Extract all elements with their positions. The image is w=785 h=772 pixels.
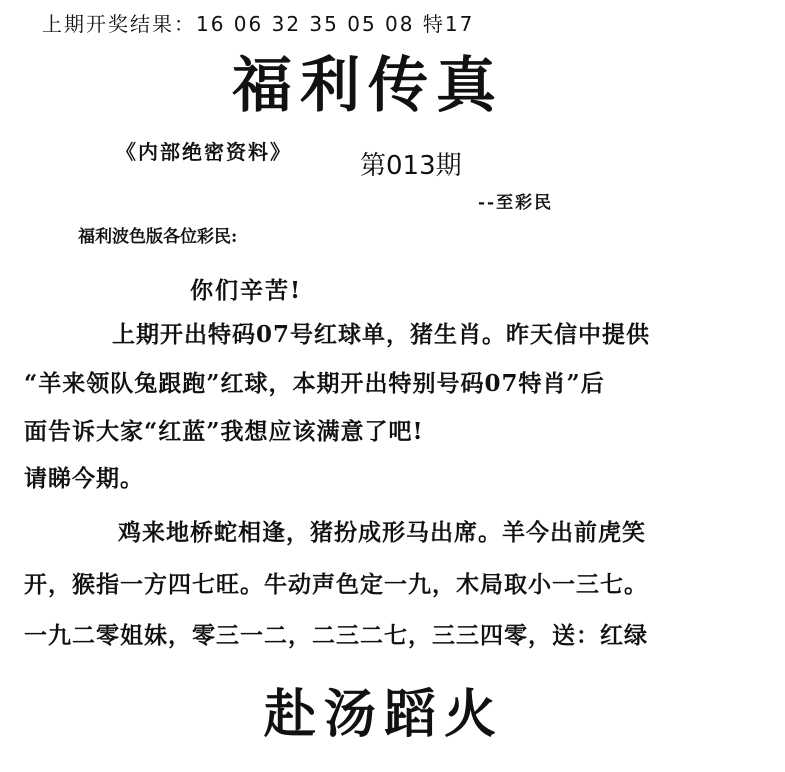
greeting: 福利波色版各位彩民: [78,227,238,247]
paragraph-line: 面告诉大家“红蓝”我想应该满意了吧! [24,418,424,445]
page-title: 福利传真 [232,51,504,121]
closing-slogan: 赴汤蹈火 [264,684,505,745]
subtitle: 《内部绝密资料》 [116,140,292,164]
signature: --至彩民 [478,193,554,213]
lead-line: 你们辛苦! [190,277,303,304]
last-draw-results: 上期开奖结果：16 06 32 35 05 08 特17 [42,12,475,36]
paragraph-line: “羊来领队兔跟跑”红球，本期开出特别号码07特肖”后 [24,370,605,397]
paragraph-line: 开，猴指一方四七旺。牛动声色定一九，木局取小一三七。 [24,571,648,598]
paragraph-line: 上期开出特码07号红球单，猪生肖。昨天信中提供 [112,321,651,348]
paragraph-line: 一九二零姐妹，零三一二，二三二七，三三四零，送：红绿 [24,622,648,649]
paragraph-line: 鸡来地桥蛇相逢，猪扮成形马出席。羊今出前虎笑 [118,519,646,546]
issue-number: 第013期 [360,151,462,181]
paragraph-line: 请睇今期。 [24,465,144,492]
